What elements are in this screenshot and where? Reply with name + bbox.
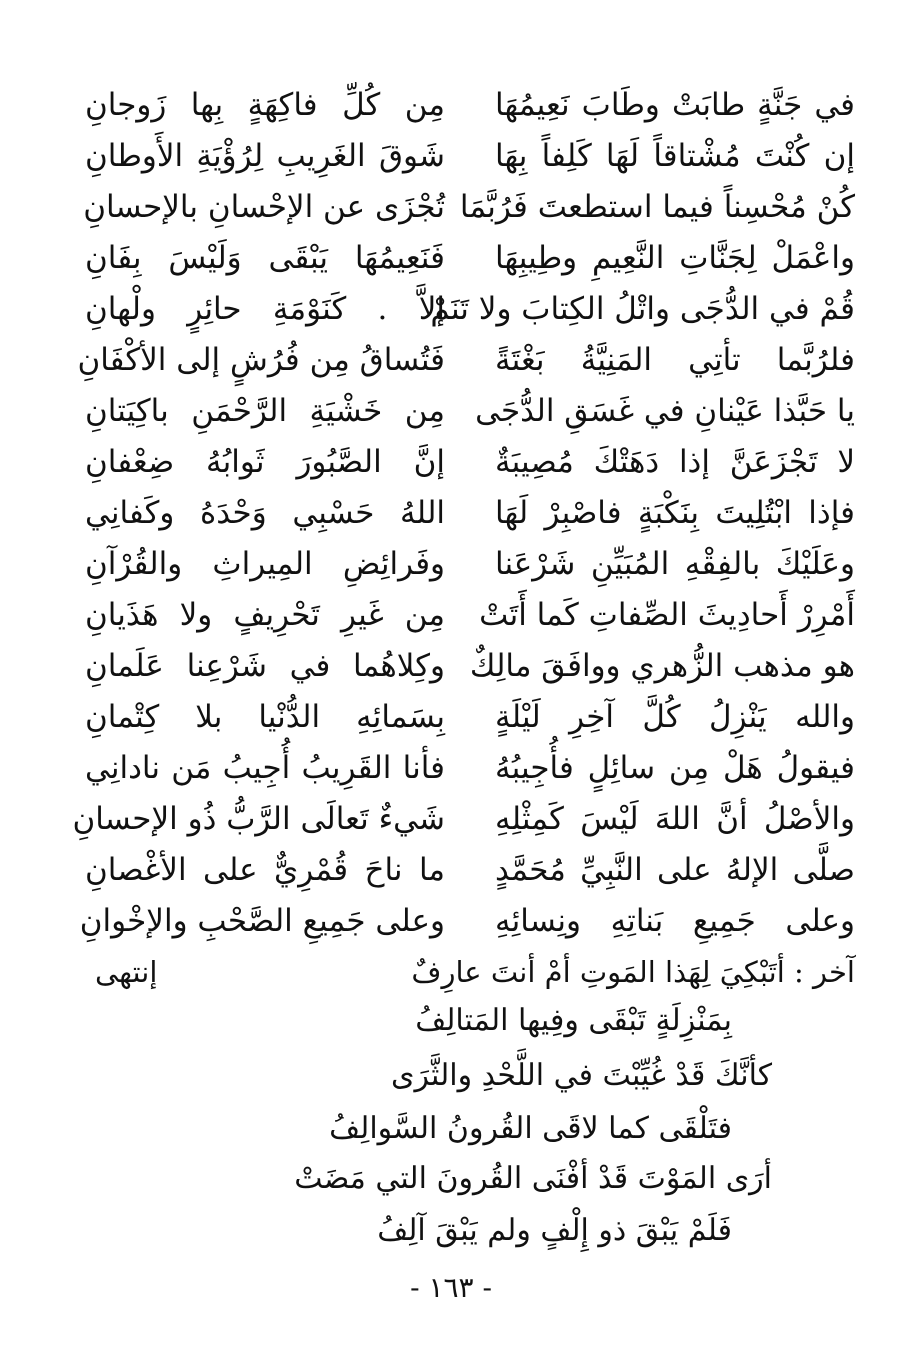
verse-line <box>85 182 855 233</box>
stanza-line: فَلَمْ يَبْقَ ذو إِلْفٍ ولم يَبْقَ آلِفُ <box>377 1213 732 1248</box>
verse-first-hemistich: والأصْلُ أنَّ اللهَ لَيْسَ كَمِثْلِهِ <box>495 801 855 837</box>
verse-first-hemistich: وعلى جَمِيعِ بَناتِهِ ونِسائِهِ <box>495 903 855 939</box>
verse-line <box>85 743 855 794</box>
verse-line <box>85 641 855 692</box>
verse-second-hemistich: فَنَعِيمُهَا يَبْقَى وَلَيْسَ بِفَانِ <box>85 240 445 276</box>
verse-first-hemistich: واعْمَلْ لِجَنَّاتِ النَّعِيمِ وطِيبِهَا <box>495 240 855 276</box>
other-poem-intro <box>95 947 855 997</box>
verse-second-hemistich: وعلى جَمِيعِ الصَّحْبِ والإخْوانِ <box>79 903 445 939</box>
verse-first-hemistich: كُنْ مُحْسِناً فيما استطعتَ فَرُبَّمَا <box>459 189 855 225</box>
verse-second-hemistich: إنَّ الصَّبُورَ ثَوابُهُ ضِعْفانِ <box>85 444 445 480</box>
verse-line <box>85 539 855 590</box>
page-number: - ١٦٣ - <box>410 1271 492 1304</box>
verse-first-hemistich: فإذا ابْتُلِيتَ بِنَكْبَةٍ فاصْبِرْ لَهَا <box>495 495 855 531</box>
verse-second-hemistich: مِن غَيرِ تَحْرِيفٍ ولا هَذَيانِ <box>85 597 445 633</box>
verse-first-hemistich: قُمْ في الدُّجَى واتْلُ الكِتابَ ولا تَنَمْ <box>430 291 855 327</box>
verse-line <box>85 80 855 131</box>
verse-first-hemistich: والله يَنْزِلُ كُلَّ آخِرِ لَيْلَةٍ <box>495 699 855 735</box>
verse-second-hemistich: شَيءٌ تَعالَى الرَّبُّ ذُو الإحسانِ <box>72 801 445 837</box>
stanza-line: بِمَنْزِلَةٍ تَبْقَى وفِيها المَتالِفُ <box>415 1003 732 1038</box>
verse-first-hemistich: وعَلَيْكَ بالفِقْهِ المُبَيِّنِ شَرْعَنا <box>495 546 855 582</box>
verse-first-hemistich: صلَّى الإلهُ على النَّبِيِّ مُحَمَّدٍ <box>495 852 855 888</box>
verse-line <box>77 335 855 386</box>
verse-first-hemistich: هو مذهب الزُّهري ووافَقَ مالِكٌ <box>469 648 855 684</box>
verse-line <box>72 794 855 845</box>
poem-body <box>72 80 855 947</box>
verse-first-hemistich: يا حَبَّذا عَيْنانِ في غَسَقِ الدُّجَى <box>475 393 855 429</box>
stanza-line: فتَلْقَى كما لاقَى القُرونُ السَّوالِفُ <box>329 1111 732 1146</box>
verse-first-hemistich: لا تَجْزَعَنَّ إذا دَهَتْكَ مُصِيبَةٌ <box>495 444 855 480</box>
verse-second-hemistich: تُجْزَى عن الإحْسانِ بالإحسانِ <box>83 189 445 225</box>
verse-second-hemistich: مِن كُلِّ فاكِهَةٍ بِها زَوجانِ <box>85 87 445 123</box>
verse-second-hemistich: إلاَّ . كَنَوْمَةِ حائِرٍ ولْهانِ <box>85 291 445 327</box>
verse-second-hemistich: بِسَمائِهِ الدُّنْيا بلا كِتْمانِ <box>85 699 445 735</box>
verse-first-hemistich: فيقولُ هَلْ مِن سائِلٍ فأُجِيبُهُ <box>495 750 855 786</box>
verse-second-hemistich: ما ناحَ قُمْرِيٌّ على الأغْصانِ <box>85 852 445 888</box>
verse-second-hemistich: شَوقَ الغَرِيبِ لِرُؤْيَةِ الأَوطانِ <box>85 138 445 174</box>
verse-line <box>85 131 855 182</box>
verse-second-hemistich: اللهُ حَسْبِي وَحْدَهُ وكَفانِي <box>85 495 445 531</box>
verse-line <box>85 233 855 284</box>
verse-line <box>85 590 855 641</box>
stanza-line: كأنَّكَ قَدْ غُيِّبْتَ في اللَّحْدِ والثَّرَى <box>391 1058 772 1093</box>
verse-line <box>85 386 855 437</box>
verse-second-hemistich: وكِلاهُما في شَرْعِنا عَلَمانِ <box>85 648 445 684</box>
verse-second-hemistich: وفَرائِضِ المِيراثِ والقُرْآنِ <box>85 546 445 582</box>
verse-first-hemistich: أَمْرِرْ أَحادِيثَ الصِّفاتِ كَما أَتَتْ <box>479 597 855 633</box>
stanza-line: أرَى المَوْتَ قَدْ أفْنَى القُرونَ التي مَضَتْ <box>294 1161 772 1196</box>
verse-first-hemistich: في جَنَّةٍ طابَتْ وطَابَ نَعِيمُهَا <box>495 87 855 123</box>
verse-first-hemistich: فلرُبَّما تأتِي المَنِيَّةُ بَغْتَةً <box>495 342 855 378</box>
verse-line <box>85 845 855 896</box>
verse-line <box>85 692 855 743</box>
verse-line <box>85 437 855 488</box>
other-poem-first-line: آخر : أتَبْكِيَ لِهَذا المَوتِ أمْ أنتَ عارِفٌ <box>411 955 855 989</box>
end-marker: إنتهى <box>95 955 158 989</box>
verse-line <box>85 488 855 539</box>
verse-first-hemistich: إن كُنْتَ مُشْتاقاً لَهَا كَلِفاً بِهَا <box>495 138 855 174</box>
verse-second-hemistich: فَتُساقُ مِن فُرُشٍ إلى الأكْفَانِ <box>77 342 445 378</box>
verse-second-hemistich: فأنا القَرِيبُ أُجِيبُ مَن نادانِي <box>85 750 445 786</box>
verse-line <box>79 896 855 947</box>
verse-second-hemistich: مِن خَشْيَةِ الرَّحْمَنِ باكِيَتانِ <box>85 393 445 429</box>
verse-line <box>85 284 855 335</box>
